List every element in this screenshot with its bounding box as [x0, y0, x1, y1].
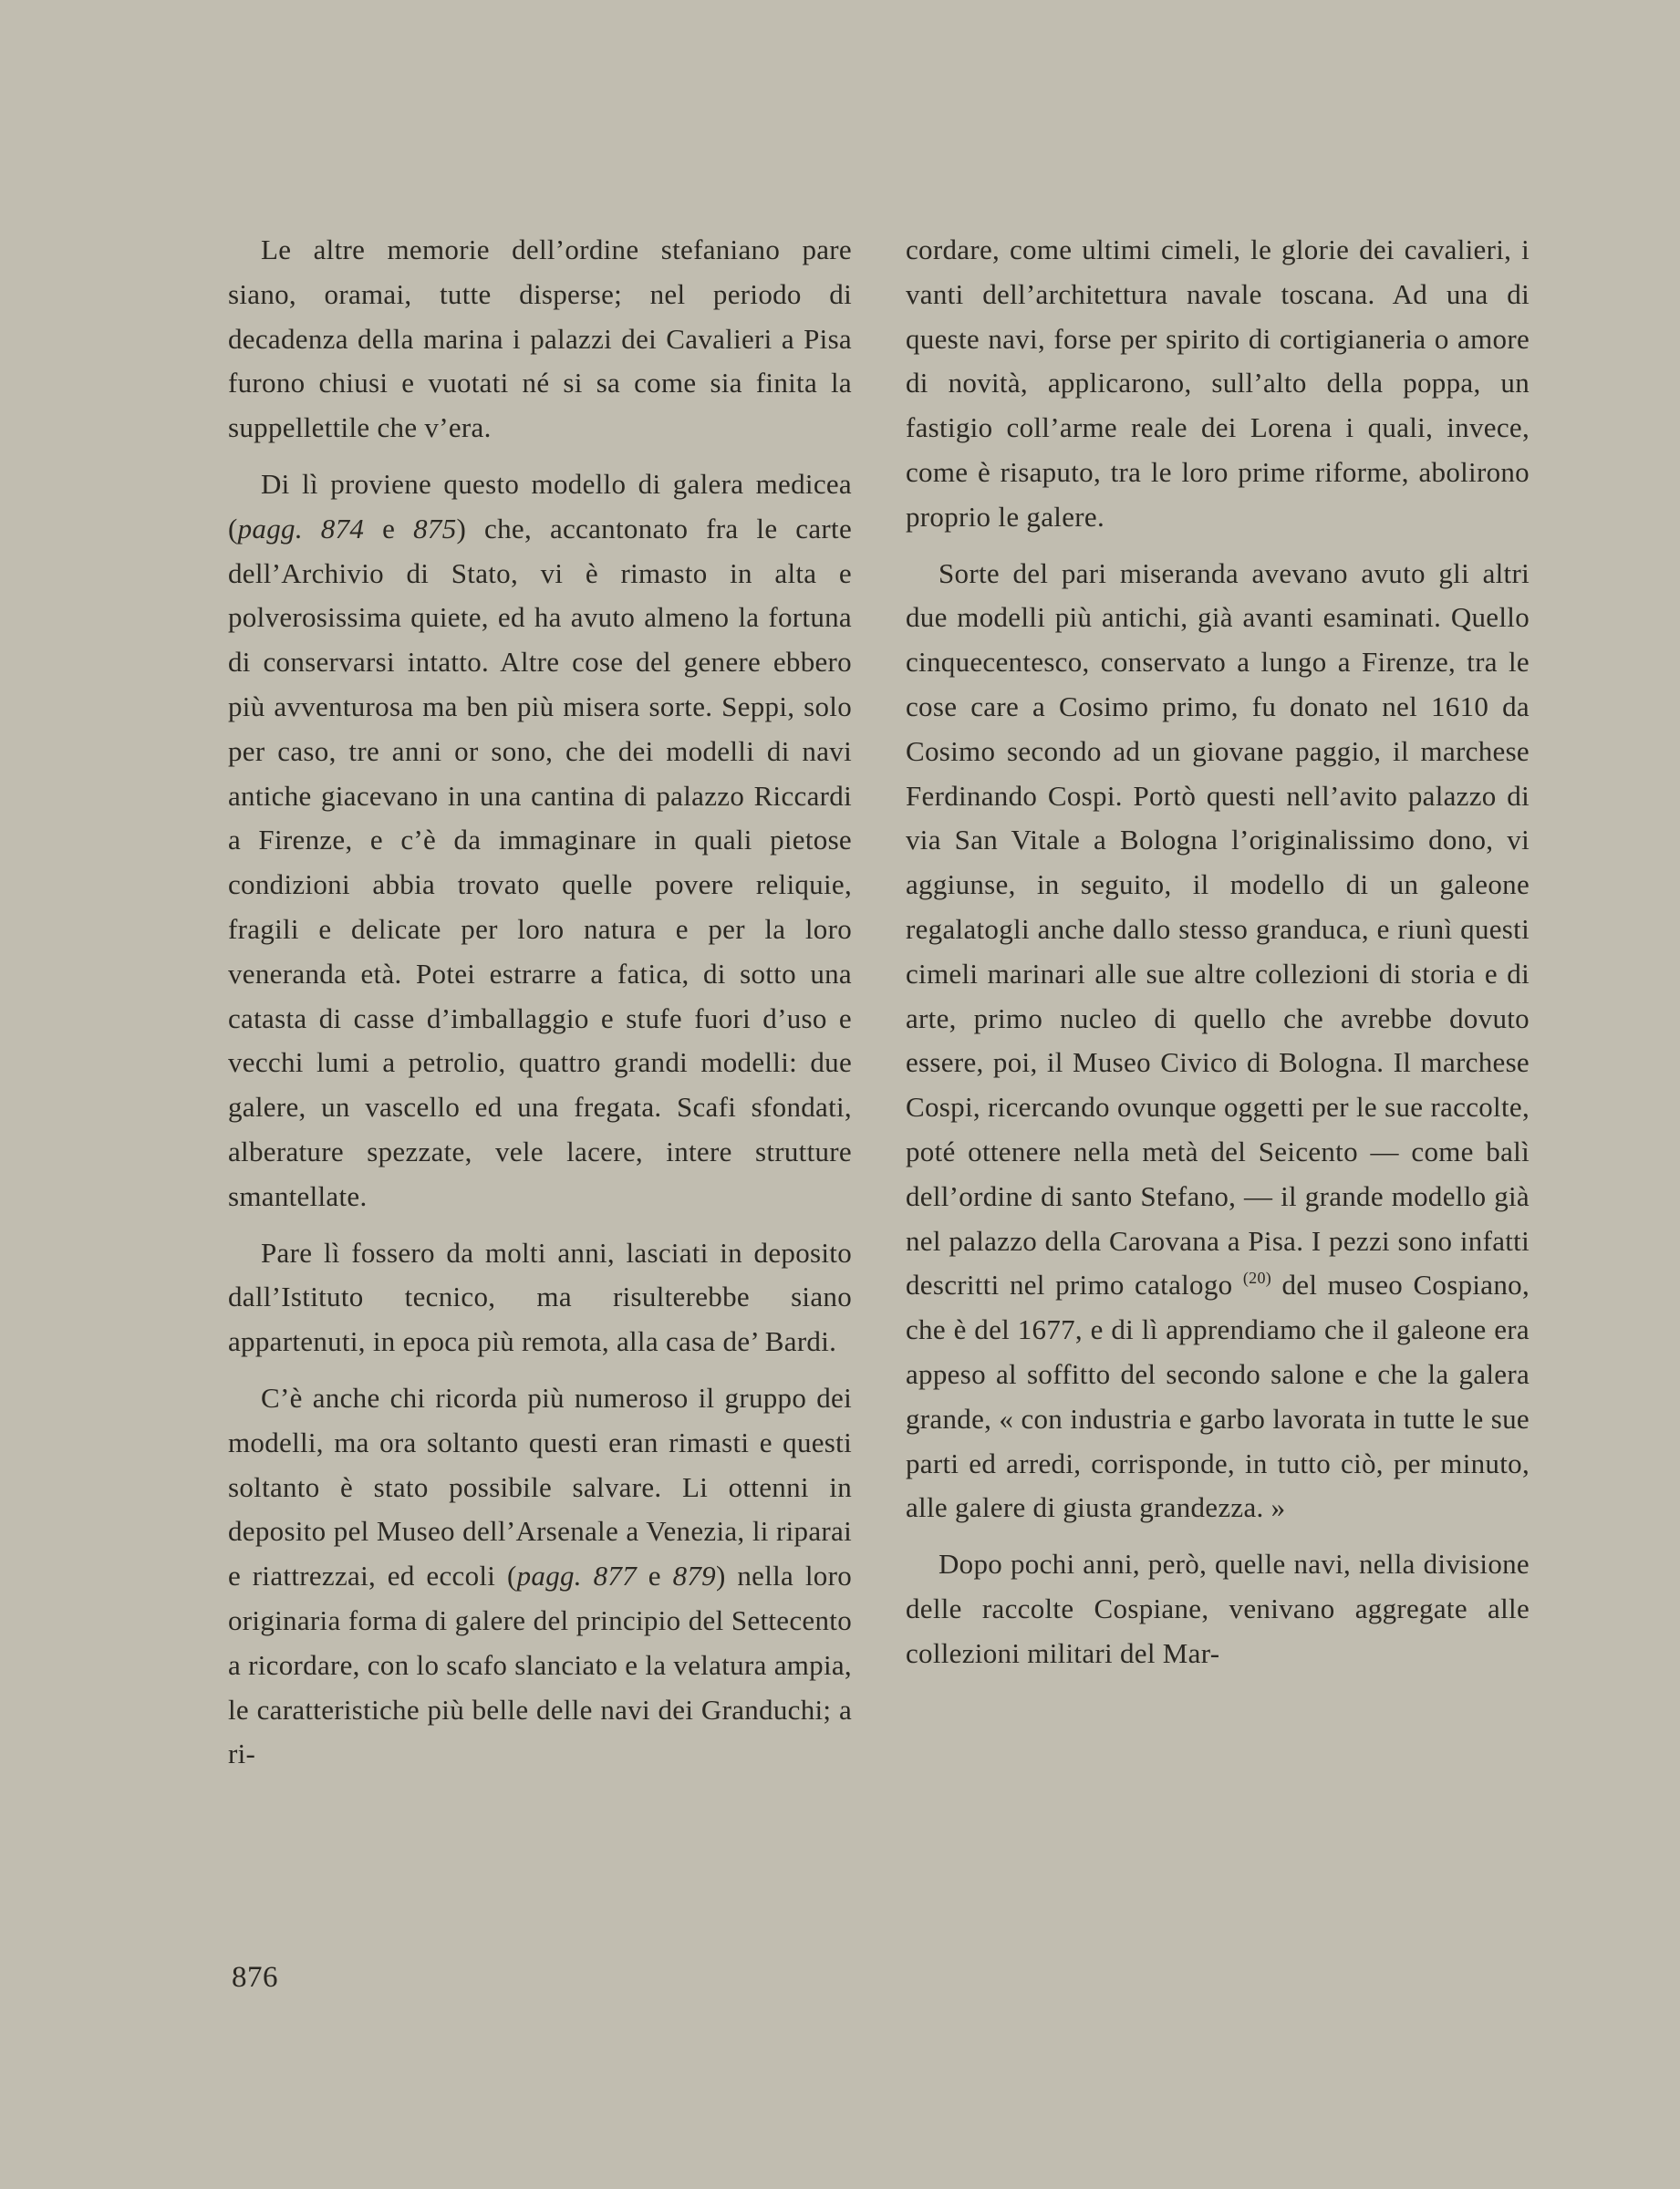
text-run: ) che, accantonato fra le carte dell’Archivio di Stato, vi è rimasto in alta e polverosissima quiete, ed ha avuto almeno la fortuna di conservarsi intatto. Altre cose del genere ebbero più avventurosa ma ben più misera sorte. Seppi, solo per caso, tre anni or sono, che dei modelli di navi antiche giacevano in una cantina di palazzo Riccardi a Firenze, e c’è da immaginare in quali pietose condizioni abbia trovato quelle povere reliquie, fragili e delicate per loro natura e per la loro veneranda età. Potei estrarre a fatica, di sotto una catasta di casse d’imballaggio e stufe fuori d’uso e vecchi lumi a petrolio, quattro grandi modelli: due galere, un vascello ed una fregata. Scafi sfondati, alberature spezzate, vele lacere, intere strutture smantellate.	[228, 512, 853, 1212]
page-number: 876	[232, 1961, 278, 1994]
text-run: Di lì proviene questo modello di galera medicea (	[228, 467, 852, 545]
paragraph: Dopo pochi anni, però, quelle navi, nella divisione delle raccolte Cospiane, venivano aggregate alle collezioni militari del Mar-	[906, 1548, 1530, 1669]
footnote-reference: (20)	[1242, 1269, 1272, 1288]
left-text-column	[228, 228, 852, 1777]
paragraph: Le altre memorie dell’ordine stefaniano pare siano, oramai, tutte disperse; nel periodo di decadenza della marina i palazzi dei Cavalieri a Pisa furono chiusi e vuotati né si sa come sia finita la suppellettile che v’era.	[228, 233, 852, 444]
paragraph	[906, 552, 1530, 1531]
page-reference: pagg. 874	[237, 512, 365, 545]
text-run: e	[364, 512, 414, 545]
paragraph	[228, 1376, 852, 1777]
page-reference: 875	[413, 512, 457, 545]
page-reference: 879	[672, 1560, 716, 1592]
paragraph: Pare lì fossero da molti anni, lasciati in deposito dall’Istituto tecnico, ma risulterebbe siano appartenuti, in epoca più remota, alla casa de’ Bardi.	[228, 1236, 852, 1358]
text-run: e	[637, 1560, 673, 1592]
text-run: Sorte del pari miseranda avevano avuto gli altri due modelli più antichi, già avanti esaminati. Quello cinquecentesco, conservato a lungo a Firenze, tra le cose care a Cosimo primo, fu donato nel 1610 da Cosimo secondo ad un giovane paggio, il marchese Ferdinando Cospi. Portò questi nell’avito palazzo di via San Vitale a Bologna l’originalissimo dono, vi aggiunse, in seguito, il modello di un galeone regalatogli anche dallo stesso granduca, e riunì questi cimeli marinari alle sue altre collezioni di storia e di arte, primo nucleo di quello che avrebbe dovuto essere, poi, il Museo Civico di Bologna. Il marchese Cospi, ricercando ovunque oggetti per le sue raccolte, poté ottenere nella metà del Seicento — come balì dell’ordine di santo Stefano, — il grande modello già nel palazzo della Carovana a Pisa. I pezzi sono infatti descritti nel primo catalogo	[906, 556, 1530, 1302]
text-run: C’è anche chi ricorda più numeroso il gruppo dei modelli, ma ora soltanto questi eran rimasti e questi soltanto è stato possibile salvare. Li ottenni in deposito pel Museo dell’Arsenale a Venezia, li riparai e riattrezzai, ed eccoli (	[228, 1381, 852, 1592]
right-text-column	[906, 228, 1530, 1676]
page-reference: pagg. 877	[516, 1560, 638, 1592]
text-run: ) nella loro originaria forma di galere del principio del Settecento a ricordare, con lo scafo slanciato e la velatura ampia, le caratteristiche più belle delle navi dei Granduchi; a ri-	[228, 1560, 852, 1770]
paragraph	[228, 462, 852, 1219]
paragraph: cordare, come ultimi cimeli, le glorie dei cavalieri, i vanti dell’architettura navale toscana. Ad una di queste navi, forse per spirito di cortigianeria o amore di novità, applicarono, sull’alto della poppa, un fastigio coll’arme reale dei Lorena i quali, invece, come è risaputo, tra le loro prime riforme, abolirono proprio le galere.	[906, 233, 1530, 533]
text-run: del museo Cospiano, che è del 1677, e di lì apprendiamo che il galeone era appeso al soffitto del secondo salone e che la galera grande, « con industria e garbo lavorata in tutte le sue parti ed arredi, corrisponde, in tutto ciò, per minuto, alle galere di giusta grandezza. »	[906, 1269, 1530, 1524]
